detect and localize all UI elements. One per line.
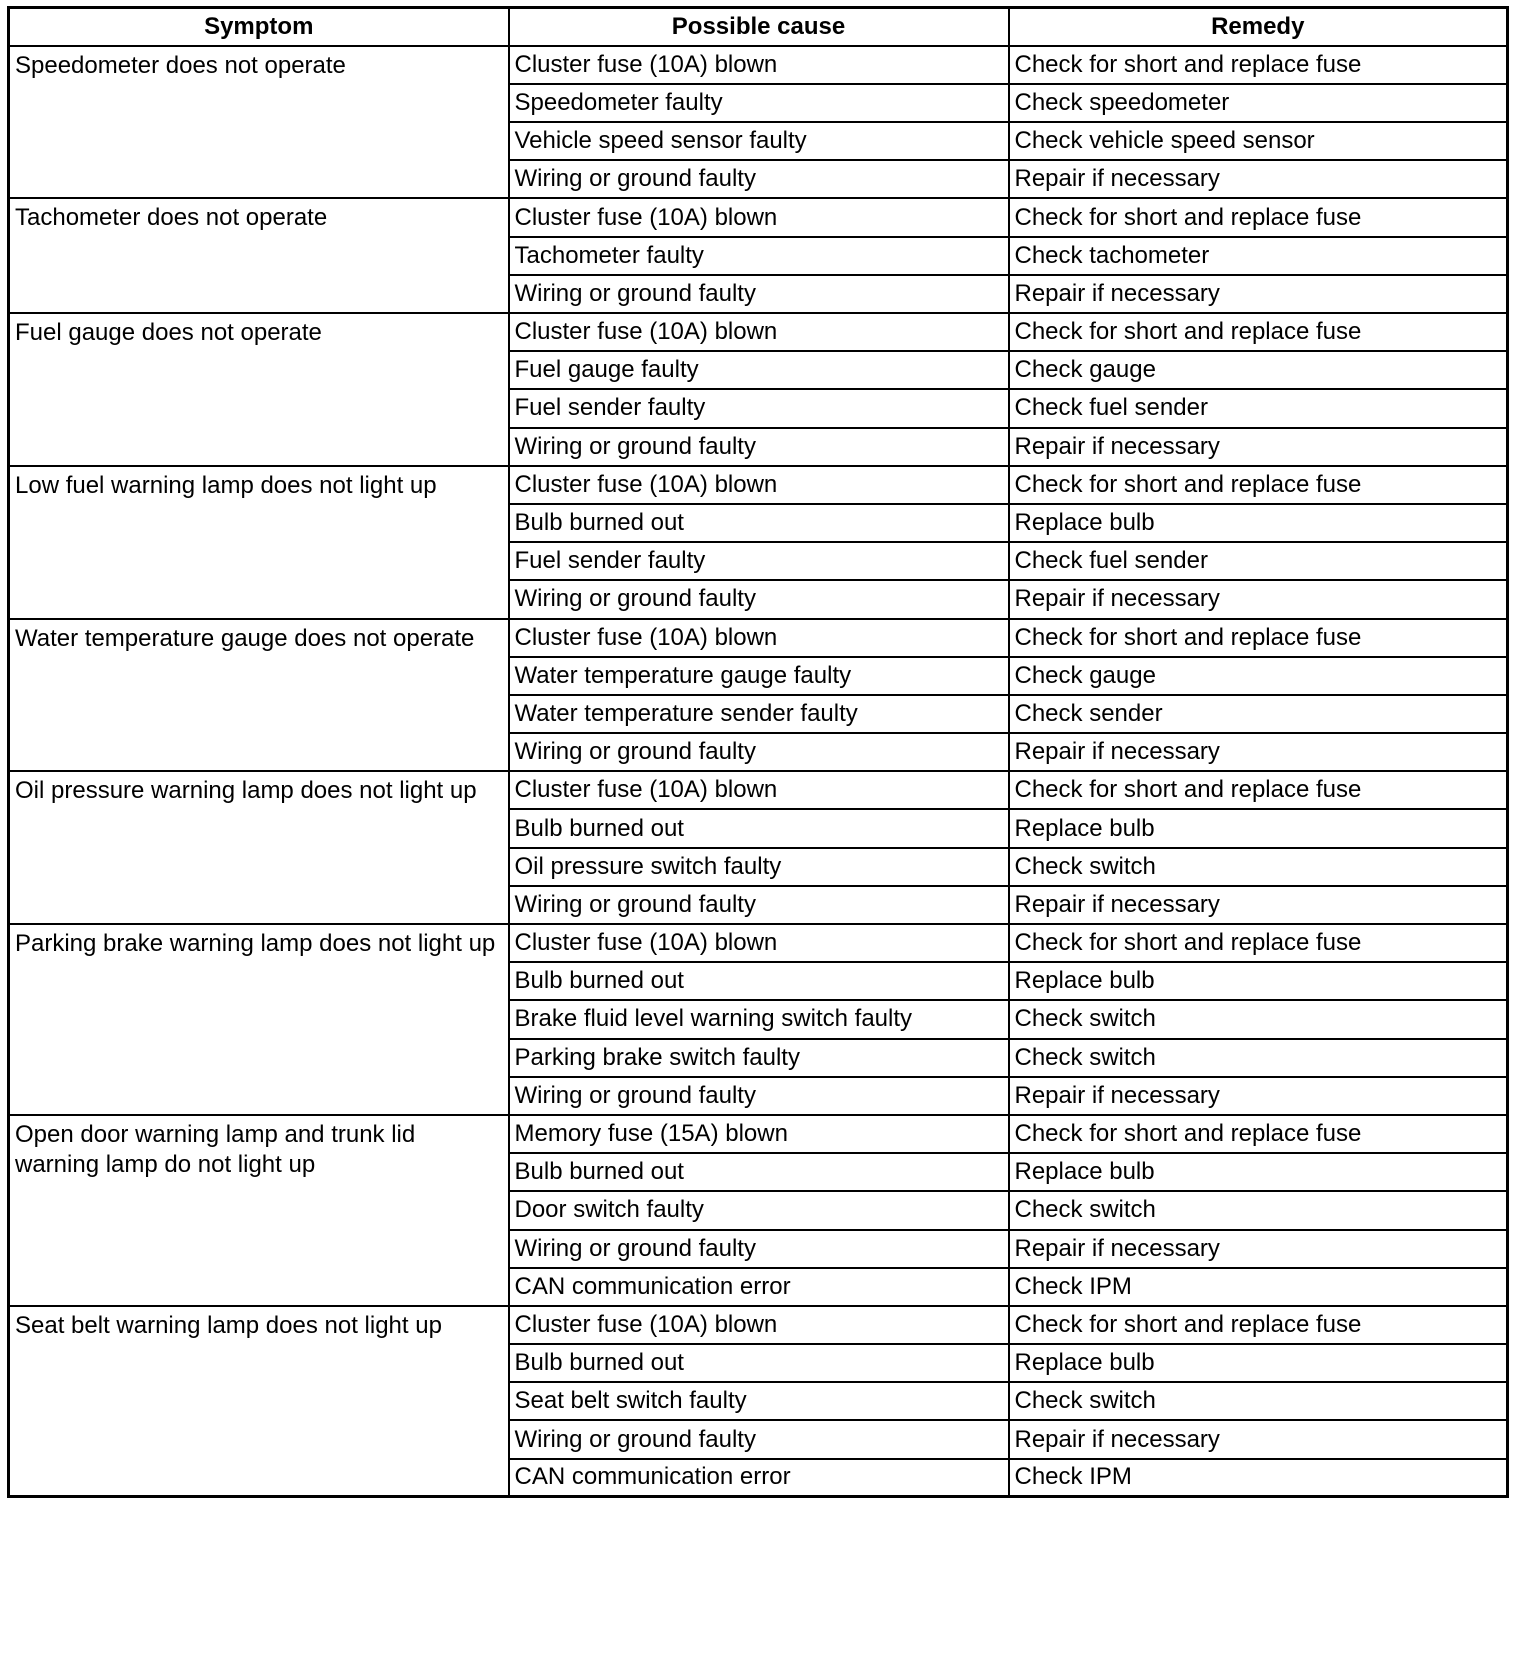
remedy-cell: Check for short and replace fuse <box>1009 1115 1508 1153</box>
table-row <box>9 771 1508 809</box>
remedy-cell: Check for short and replace fuse <box>1009 1306 1508 1344</box>
remedy-cell: Check for short and replace fuse <box>1009 619 1508 657</box>
symptom-cell: Seat belt warning lamp does not light up <box>9 1306 509 1497</box>
cause-cell: Bulb burned out <box>509 962 1009 1000</box>
remedy-cell: Check IPM <box>1009 1268 1508 1306</box>
remedy-cell: Repair if necessary <box>1009 733 1508 771</box>
cause-cell: Vehicle speed sensor faulty <box>509 122 1009 160</box>
remedy-cell: Check switch <box>1009 1000 1508 1038</box>
remedy-cell: Replace bulb <box>1009 504 1508 542</box>
cause-cell: Brake fluid level warning switch faulty <box>509 1000 1009 1038</box>
table-row <box>9 466 1508 504</box>
cause-cell: Speedometer faulty <box>509 84 1009 122</box>
remedy-cell: Check switch <box>1009 848 1508 886</box>
remedy-cell: Repair if necessary <box>1009 275 1508 313</box>
remedy-cell: Check for short and replace fuse <box>1009 198 1508 236</box>
cause-cell: Cluster fuse (10A) blown <box>509 46 1009 84</box>
cause-cell: Wiring or ground faulty <box>509 428 1009 466</box>
cause-cell: Bulb burned out <box>509 1344 1009 1382</box>
remedy-cell: Replace bulb <box>1009 1344 1508 1382</box>
symptom-cell: Water temperature gauge does not operate <box>9 619 509 772</box>
remedy-cell: Check speedometer <box>1009 84 1508 122</box>
column-header-remedy: Remedy <box>1009 8 1508 46</box>
symptom-cell: Tachometer does not operate <box>9 198 509 313</box>
remedy-cell: Check for short and replace fuse <box>1009 924 1508 962</box>
troubleshooting-table <box>7 6 1509 1498</box>
remedy-cell: Check switch <box>1009 1039 1508 1077</box>
cause-cell: Oil pressure switch faulty <box>509 848 1009 886</box>
remedy-cell: Repair if necessary <box>1009 886 1508 924</box>
symptom-cell: Parking brake warning lamp does not light up <box>9 924 509 1115</box>
remedy-cell: Check for short and replace fuse <box>1009 466 1508 504</box>
remedy-cell: Repair if necessary <box>1009 160 1508 198</box>
cause-cell: Water temperature gauge faulty <box>509 657 1009 695</box>
cause-cell: Tachometer faulty <box>509 237 1009 275</box>
cause-cell: Memory fuse (15A) blown <box>509 1115 1009 1153</box>
remedy-cell: Check tachometer <box>1009 237 1508 275</box>
remedy-cell: Check for short and replace fuse <box>1009 771 1508 809</box>
cause-cell: Wiring or ground faulty <box>509 160 1009 198</box>
cause-cell: Bulb burned out <box>509 504 1009 542</box>
symptom-cell: Low fuel warning lamp does not light up <box>9 466 509 619</box>
symptom-cell: Open door warning lamp and trunk lid warning lamp do not light up <box>9 1115 509 1306</box>
remedy-cell: Check gauge <box>1009 351 1508 389</box>
table-header <box>9 8 1508 46</box>
cause-cell: Cluster fuse (10A) blown <box>509 619 1009 657</box>
cause-cell: Wiring or ground faulty <box>509 275 1009 313</box>
table-row <box>9 1115 1508 1153</box>
remedy-cell: Repair if necessary <box>1009 1230 1508 1268</box>
table-row <box>9 619 1508 657</box>
remedy-cell: Replace bulb <box>1009 962 1508 1000</box>
cause-cell: Cluster fuse (10A) blown <box>509 1306 1009 1344</box>
cause-cell: Bulb burned out <box>509 809 1009 847</box>
table-row <box>9 924 1508 962</box>
cause-cell: Fuel sender faulty <box>509 542 1009 580</box>
cause-cell: Cluster fuse (10A) blown <box>509 924 1009 962</box>
cause-cell: Bulb burned out <box>509 1153 1009 1191</box>
remedy-cell: Replace bulb <box>1009 809 1508 847</box>
remedy-cell: Repair if necessary <box>1009 1077 1508 1115</box>
remedy-cell: Check fuel sender <box>1009 542 1508 580</box>
symptom-cell: Speedometer does not operate <box>9 46 509 199</box>
cause-cell: Wiring or ground faulty <box>509 1230 1009 1268</box>
remedy-cell: Check for short and replace fuse <box>1009 313 1508 351</box>
cause-cell: Parking brake switch faulty <box>509 1039 1009 1077</box>
remedy-cell: Check sender <box>1009 695 1508 733</box>
remedy-cell: Check for short and replace fuse <box>1009 46 1508 84</box>
remedy-cell: Check fuel sender <box>1009 389 1508 427</box>
cause-cell: Fuel sender faulty <box>509 389 1009 427</box>
column-header-symptom: Symptom <box>9 8 509 46</box>
cause-cell: Seat belt switch faulty <box>509 1382 1009 1420</box>
remedy-cell: Check IPM <box>1009 1459 1508 1497</box>
cause-cell: Wiring or ground faulty <box>509 886 1009 924</box>
cause-cell: CAN communication error <box>509 1268 1009 1306</box>
symptom-cell: Oil pressure warning lamp does not light up <box>9 771 509 924</box>
remedy-cell: Check switch <box>1009 1191 1508 1229</box>
table-body <box>9 46 1508 1497</box>
cause-cell: Cluster fuse (10A) blown <box>509 198 1009 236</box>
cause-cell: Cluster fuse (10A) blown <box>509 466 1009 504</box>
remedy-cell: Repair if necessary <box>1009 428 1508 466</box>
cause-cell: Cluster fuse (10A) blown <box>509 771 1009 809</box>
cause-cell: Wiring or ground faulty <box>509 733 1009 771</box>
cause-cell: Cluster fuse (10A) blown <box>509 313 1009 351</box>
symptom-cell: Fuel gauge does not operate <box>9 313 509 466</box>
table-row <box>9 198 1508 236</box>
table-row <box>9 313 1508 351</box>
cause-cell: CAN communication error <box>509 1459 1009 1497</box>
remedy-cell: Check switch <box>1009 1382 1508 1420</box>
remedy-cell: Check gauge <box>1009 657 1508 695</box>
remedy-cell: Repair if necessary <box>1009 1420 1508 1458</box>
remedy-cell: Check vehicle speed sensor <box>1009 122 1508 160</box>
cause-cell: Wiring or ground faulty <box>509 580 1009 618</box>
cause-cell: Wiring or ground faulty <box>509 1077 1009 1115</box>
cause-cell: Wiring or ground faulty <box>509 1420 1009 1458</box>
column-header-possible-cause: Possible cause <box>509 8 1009 46</box>
cause-cell: Door switch faulty <box>509 1191 1009 1229</box>
table-row <box>9 1306 1508 1344</box>
header-row <box>9 8 1508 46</box>
remedy-cell: Repair if necessary <box>1009 580 1508 618</box>
table-row <box>9 46 1508 84</box>
cause-cell: Water temperature sender faulty <box>509 695 1009 733</box>
cause-cell: Fuel gauge faulty <box>509 351 1009 389</box>
remedy-cell: Replace bulb <box>1009 1153 1508 1191</box>
